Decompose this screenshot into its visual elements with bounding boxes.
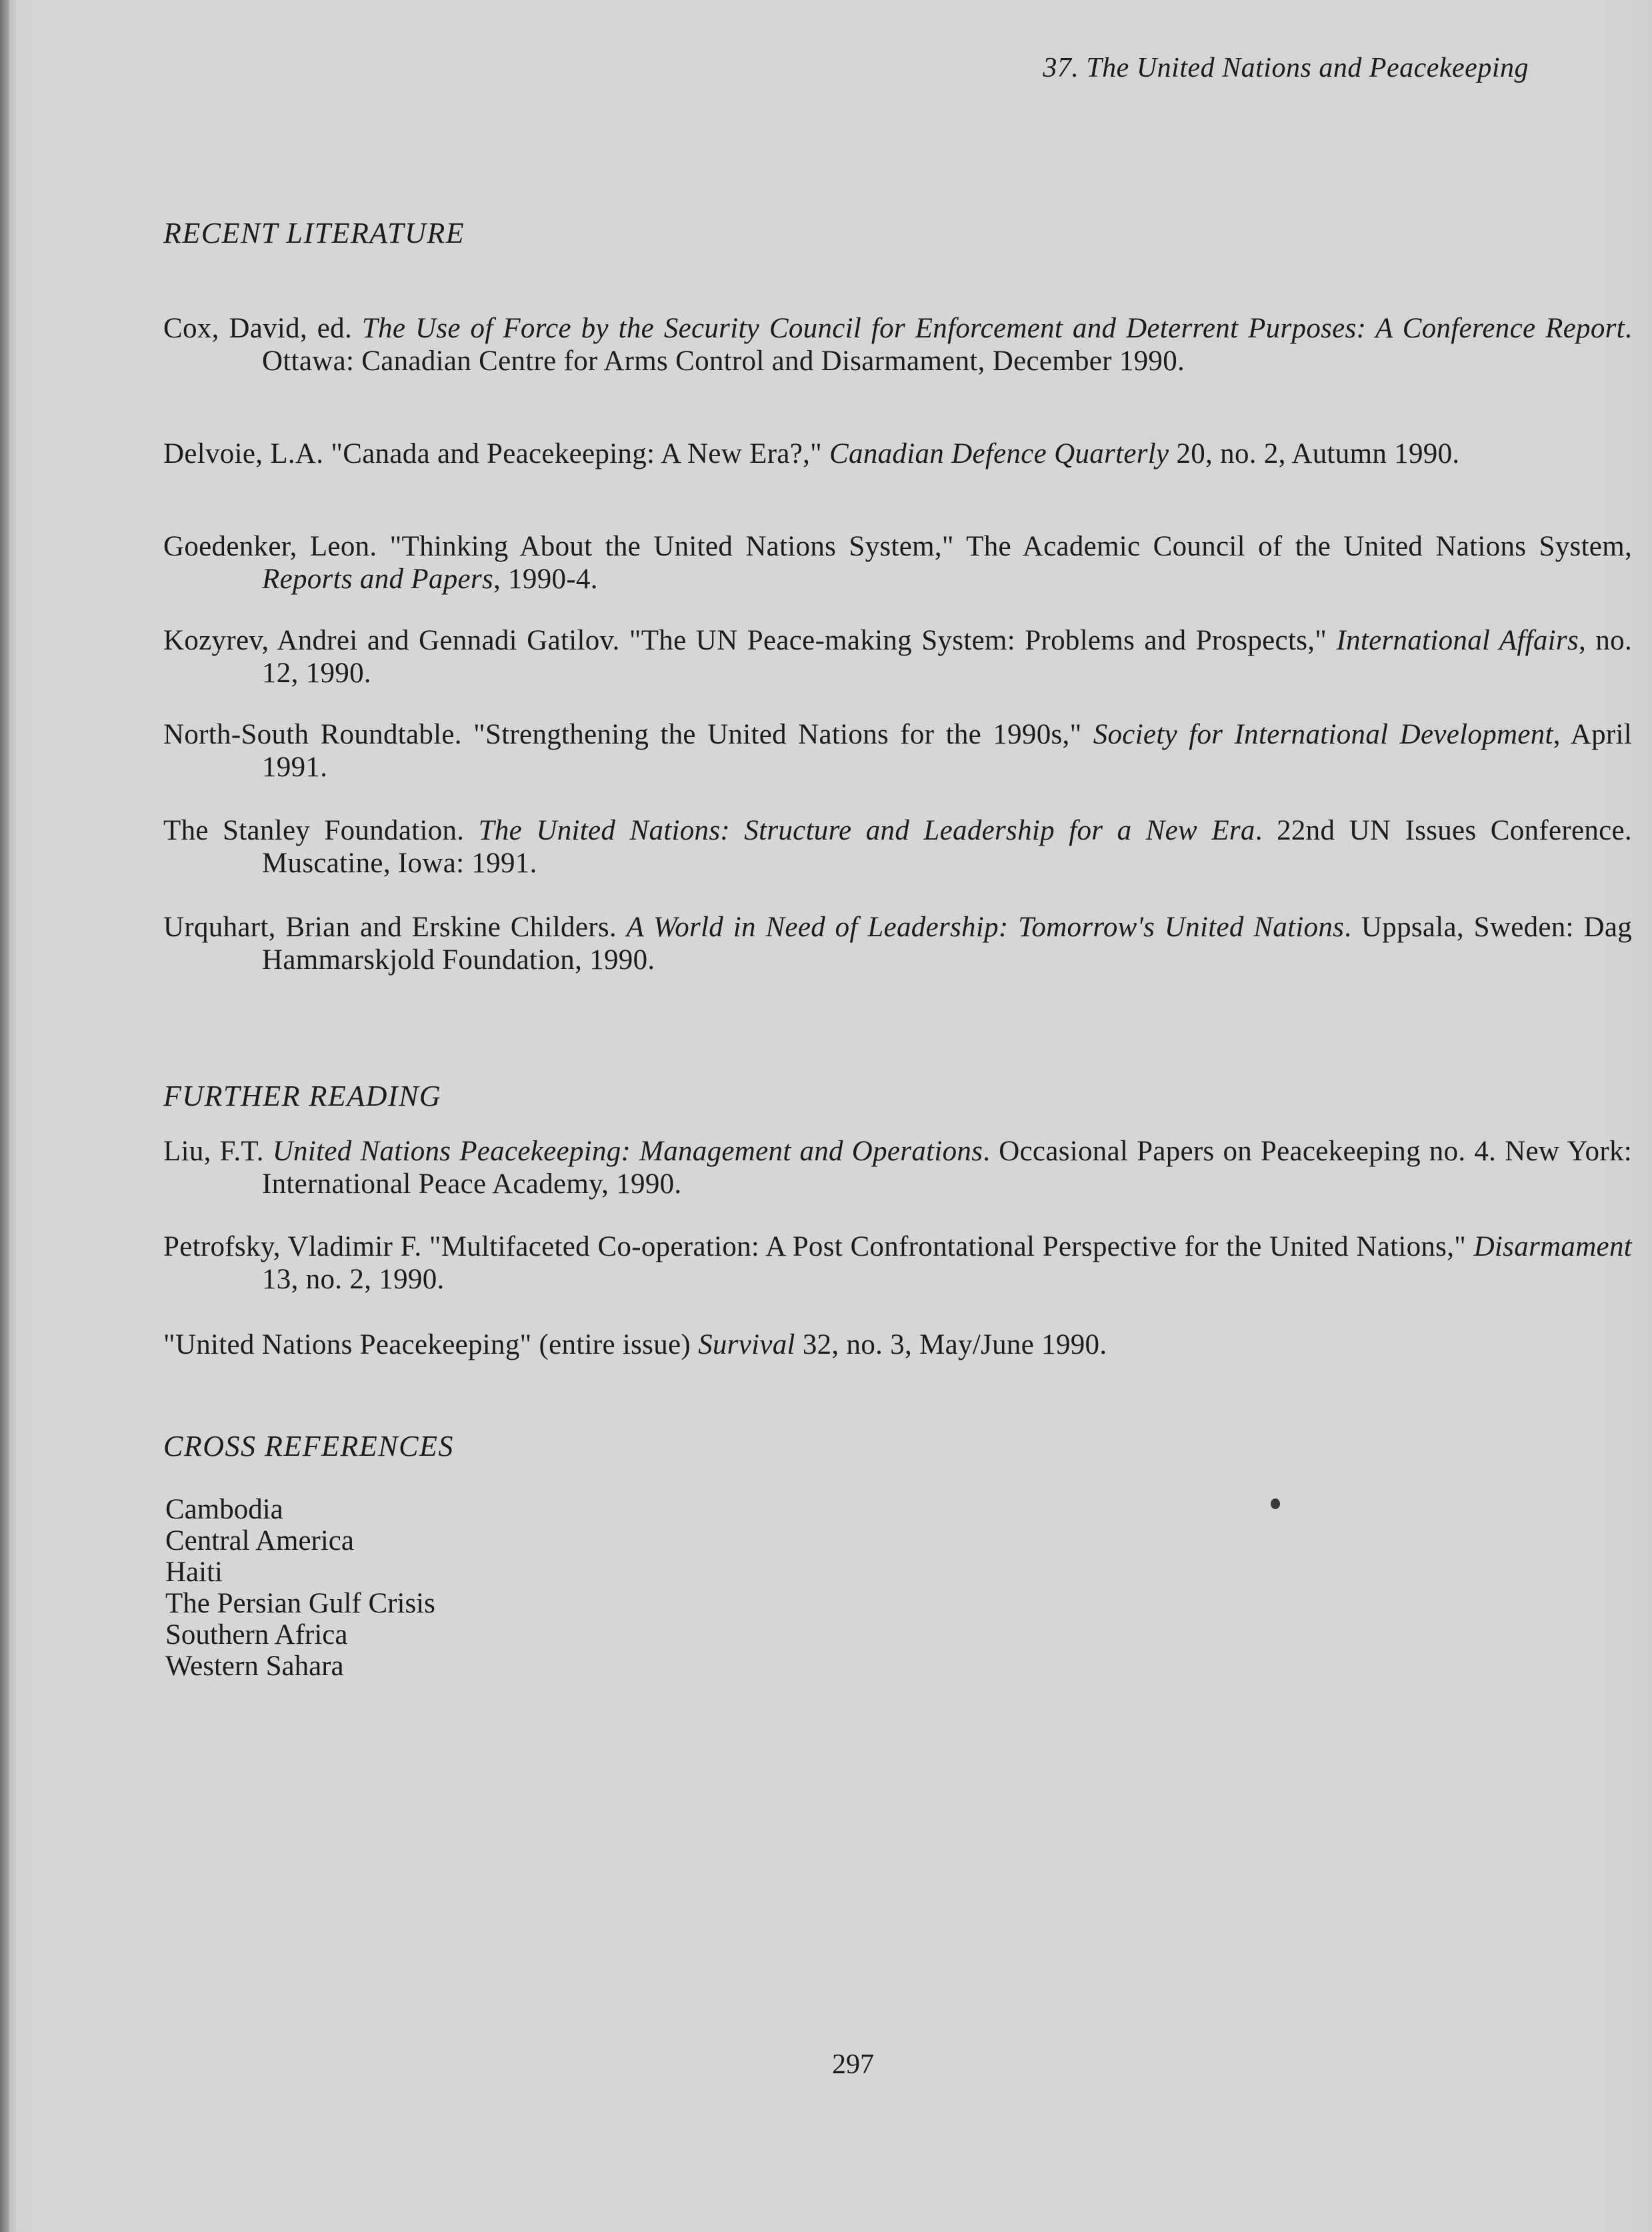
bibliography-entry-cox: Cox, David, ed. The Use of Force by the Security Council for Enforcement and Deterrent Purposes: A Conference Report. Ottawa: Canadian Centre for Arms Control and Disarmament, December 1990.	[163, 313, 1632, 377]
bibliography-entry-urquhart: Urquhart, Brian and Erskine Childers. A World in Need of Leadership: Tomorrow's United Nations. Uppsala, Sweden: Dag Hammarskjold Foundation, 1990.	[163, 912, 1633, 976]
cross-reference-item: Western Sahara	[165, 1650, 344, 1682]
bibliography-entry-goedenker: Goedenker, Leon. "Thinking About the United Nations System," The Academic Council of the United Nations System, Reports and Papers, 1990-4.	[163, 531, 1632, 595]
cross-references-heading: CROSS REFERENCES	[163, 1430, 454, 1462]
running-head: 37. The United Nations and Peacekeeping	[1043, 53, 1529, 83]
recent-literature-heading: RECENT LITERATURE	[163, 217, 465, 249]
bibliography-entry-delvoie: Delvoie, L.A. "Canada and Peacekeeping: A New Era?," Canadian Defence Quarterly 20, no. 2, Autumn 1990.	[163, 438, 1460, 469]
bibliography-entry-petrofsky: Petrofsky, Vladimir F. "Multifaceted Co-operation: A Post Confrontational Perspective for the United Nations," Disarmament 13, no. 2, 1990.	[163, 1231, 1632, 1295]
bibliography-entry-stanley: The Stanley Foundation. The United Nations: Structure and Leadership for a New Era. 22nd UN Issues Conference. Muscatine, Iowa: 1991.	[163, 815, 1632, 879]
cross-reference-item: Cambodia	[165, 1494, 283, 1525]
cross-reference-item: Southern Africa	[165, 1619, 348, 1650]
bibliography-entry-kozyrev: Kozyrev, Andrei and Gennadi Gatilov. "The UN Peace-making System: Problems and Prospects," International Affairs, no. 12, 1990.	[163, 625, 1633, 689]
further-reading-heading: FURTHER READING	[163, 1080, 442, 1112]
page-number: 297	[832, 2049, 874, 2080]
cross-reference-item: Haiti	[165, 1556, 223, 1588]
bibliography-entry-liu: Liu, F.T. United Nations Peacekeeping: Management and Operations. Occasional Papers on Peacekeeping no. 4. New York: International Peace Academy, 1990.	[163, 1136, 1632, 1200]
binding-gutter	[0, 0, 9, 2232]
bibliography-entry-north-south: North-South Roundtable. "Strengthening the United Nations for the 1990s," Society for International Development, April 1991.	[163, 719, 1633, 783]
bibliography-entry-survival: "United Nations Peacekeeping" (entire issue) Survival 32, no. 3, May/June 1990.	[163, 1329, 1107, 1360]
ink-speck	[1271, 1498, 1280, 1509]
cross-reference-item: Central America	[165, 1525, 354, 1556]
cross-reference-item: The Persian Gulf Crisis	[165, 1588, 435, 1619]
cross-references-list	[165, 1494, 435, 1682]
